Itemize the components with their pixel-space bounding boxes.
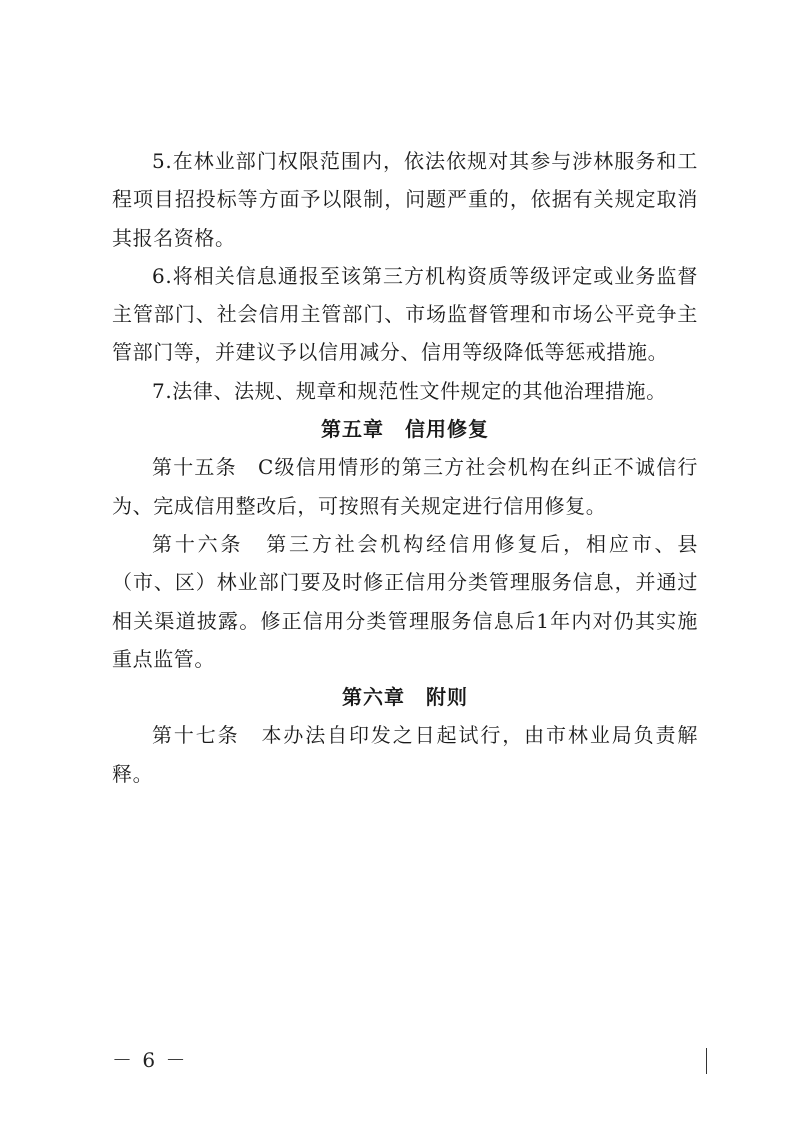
document-body — [112, 142, 698, 793]
article-16-paragraph: 第十六条 第三方社会机构经信用修复后，相应市、县（市、区）林业部门要及时修正信用分类管理服务信息，并通过相关渠道披露。修正信用分类管理服务信息后1年内对仍其实施重点监管。 — [112, 531, 698, 671]
paragraph-item-5: 5.在林业部门权限范围内，依法依规对其参与涉林服务和工程项目招投标等方面予以限制，问题严重的，依据有关规定取消其报名资格。 — [112, 149, 698, 250]
paragraph-item-7: 7.法律、法规、规章和规范性文件规定的其他治理措施。 — [152, 378, 667, 403]
page-number: － 6 － — [112, 1048, 188, 1072]
article-15-paragraph: 第十五条 C级信用情形的第三方社会机构在纠正不诚信行为、完成信用整改后，可按照有关规定进行信用修复。 — [112, 455, 698, 518]
paragraph-item-6: 6.将相关信息通报至该第三方机构资质等级评定或业务监督主管部门、社会信用主管部门、市场监督管理和市场公平竞争主管部门等，并建议予以信用减分、信用等级降低等惩戒措施。 — [112, 263, 698, 365]
chapter-5-heading: 第五章 信用修复 — [321, 417, 489, 442]
margin-rule-divider — [706, 1048, 707, 1074]
article-17-paragraph: 第十七条 本办法自印发之日起试行，由市林业局负责解释。 — [112, 723, 698, 786]
chapter-6-heading: 第六章 附则 — [342, 685, 468, 710]
